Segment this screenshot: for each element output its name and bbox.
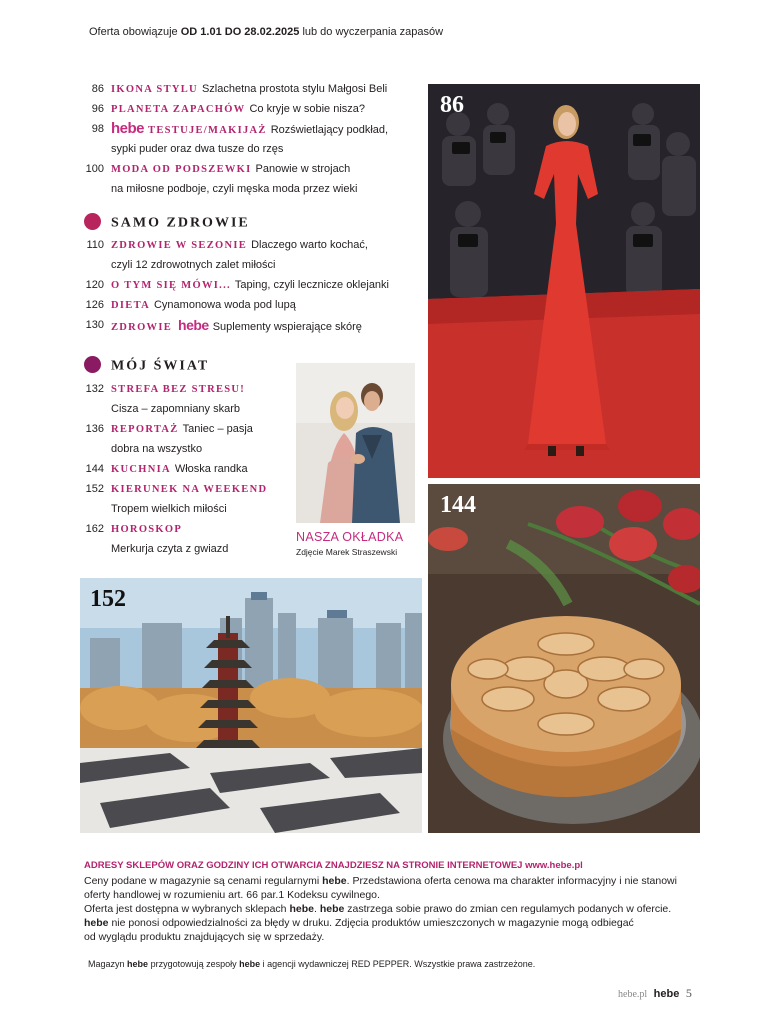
- footer-hebe-logo: hebe: [653, 988, 680, 1000]
- footer-site[interactable]: hebe.pl: [618, 989, 648, 1000]
- photo-city-pagoda[interactable]: [80, 578, 422, 833]
- toc-section-label: TESTUJE/MAKIJAŻ: [148, 125, 267, 136]
- toc-entry-continuation: Cisza – zapomniany skarb: [111, 403, 241, 415]
- photo-red-carpet[interactable]: [428, 84, 700, 478]
- toc-section-label: REPORTAŻ: [111, 424, 179, 435]
- hebe-logo: hebe: [178, 317, 209, 333]
- photo-apple-cake[interactable]: [428, 484, 700, 833]
- section-dot-icon: [84, 356, 101, 373]
- toc-entry-continuation: sypki puder oraz dwa tusze do rzęs: [111, 143, 284, 155]
- offer-validity-line: Oferta obowiązuje OD 1.01 DO 28.02.2025 lub do wyczerpania zapasów: [89, 26, 444, 38]
- toc-section-label: ZDROWIE: [111, 322, 173, 333]
- toc-section-label: PLANETA ZAPACHÓW: [111, 104, 246, 115]
- city-illustration: [80, 578, 422, 833]
- hebe-logo: hebe: [111, 120, 145, 137]
- page-number: 5: [685, 986, 692, 1000]
- cover-credit: Zdjęcie Marek Straszewski: [296, 547, 398, 557]
- photo-page-number: 152: [90, 586, 126, 612]
- toc-section-label: KIERUNEK NA WEEKEND: [111, 484, 268, 495]
- toc-section-label: DIETA: [111, 300, 150, 311]
- cover-photo[interactable]: [296, 363, 415, 523]
- store-address-notice: ADRESY SKLEPÓW ORAZ GODZINY ICH OTWARCIA ZNAJDZIESZ NA STRONIE INTERNETOWEJ www.hebe.pl: [84, 860, 583, 871]
- photo-page-number: 144: [440, 492, 476, 518]
- toc-section-label: MODA OD PODSZEWKI: [111, 164, 252, 175]
- toc-entry-continuation: dobra na wszystko: [111, 443, 203, 455]
- red-carpet-illustration: [428, 84, 700, 478]
- toc-entry-continuation: czyli 12 zdrowotnych zalet miłości: [111, 259, 276, 271]
- toc-section-label: IKONA STYLU: [111, 84, 198, 95]
- cover-caption: NASZA OKŁADKA: [296, 530, 404, 544]
- section-heading-moj-swiat: MÓJ ŚWIAT: [84, 358, 209, 375]
- toc-section-label: ZDROWIE W SEZONIE: [111, 240, 248, 251]
- toc-section-label: HOROSKOP: [111, 524, 183, 535]
- toc-section-label: KUCHNIA: [111, 464, 171, 475]
- section-heading-samo-zdrowie: SAMO ZDROWIE: [84, 215, 250, 232]
- photo-page-number: 86: [440, 92, 464, 118]
- cover-photo-illustration: [296, 363, 415, 523]
- page-footer: [618, 986, 692, 1001]
- publisher-credits: Magazyn hebe przygotowują zespoły hebe i agencji wydawniczej RED PEPPER. Wszystkie prawa zastrzeżone.: [88, 959, 536, 969]
- toc-section-label: O TYM SIĘ MÓWI...: [111, 280, 231, 291]
- toc-section-label: STREFA BEZ STRESU!: [111, 384, 246, 395]
- toc-entry-continuation: Merkurja czyta z gwiazd: [111, 543, 229, 555]
- legal-notes: Ceny podane w magazynie są cenami regularnymi hebe. Przedstawiona oferta cenowa ma charakter informacyjny i nie stanowi oferty handlowej w rozumieniu art. 66 par.1 Kodeksu cywilnego. Oferta jest dostępna w wybranych sklepach hebe. hebe zastrzega sobie prawo do zmian cen regulamych podanych w ofercie. hebe nie ponosi odpowiedzialności za błędy w druku. Zdjęcia produktów umieszczonych w magazynie mogą odbiegać od wyglądu produktu znajdujących się w sprzedaży.: [84, 875, 677, 943]
- toc-entry-continuation: Tropem wielkich miłości: [111, 503, 227, 515]
- toc-entry-continuation: na miłosne podboje, czyli męska moda przez wieki: [111, 183, 358, 195]
- apple-cake-illustration: [428, 484, 700, 833]
- section-dot-icon: [84, 213, 101, 230]
